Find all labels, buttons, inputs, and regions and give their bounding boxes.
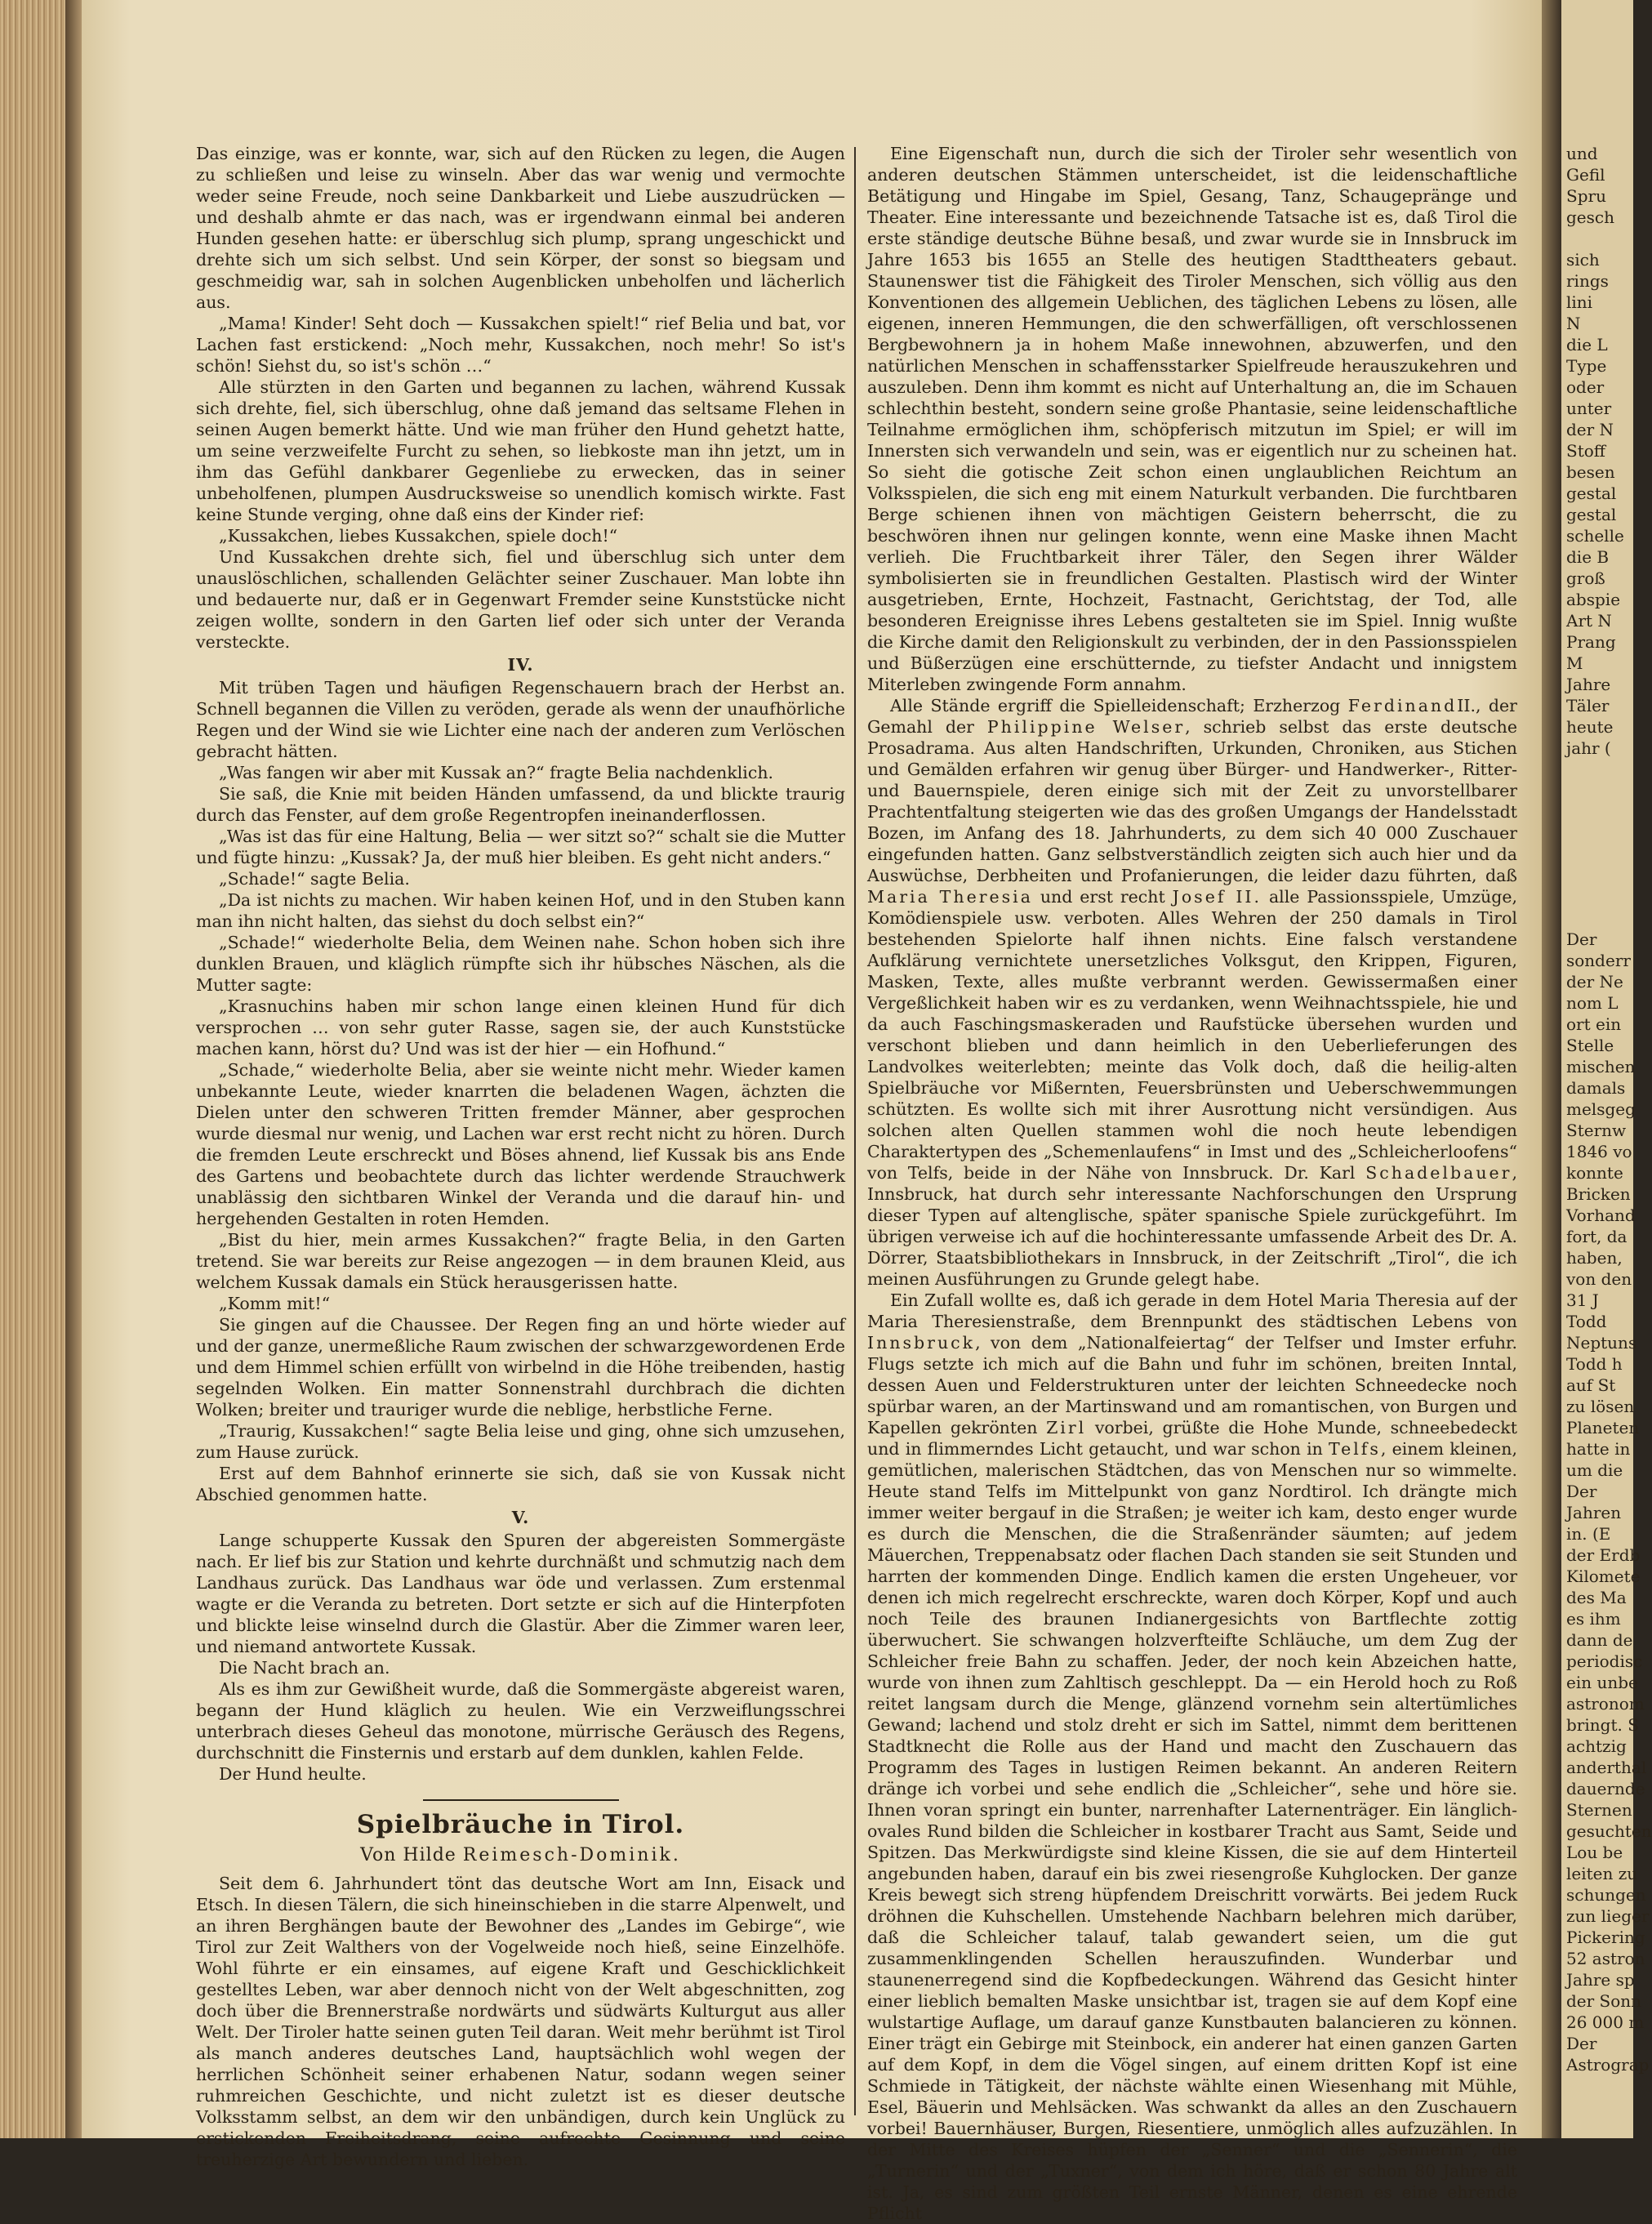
text-run: Alle Stände ergriff die Spielleidenschaft; Erzherzog [890, 696, 1341, 715]
story-paragraph: „Traurig, Kussakchen!“ sagte Belia leise und ging, ohne sich umzusehen, zum Hause zurück. [196, 1421, 845, 1462]
story-paragraph: „Schade!“ sagte Belia. [219, 869, 410, 889]
next-page-fragment: und [1566, 144, 1598, 163]
next-page-fragment: der Sonn [1566, 1991, 1642, 2011]
story-paragraph: Die Nacht brach an. [219, 1658, 390, 1678]
next-page-fragment [1566, 886, 1632, 907]
text-run: , schrieb selbst das erste deutsche Prosadrama. Aus alten Handschriften, Urkunden, Chroniken, aus Stichen und Gemälden erfahren wir genug über Bürger- und Handwerker-, Ritter- und Bauernspiele, deren einige sich mit der Zeit zu unvorstellbarer Prachtentfaltung steigerten wie das des großen Umgangs der Handelsstadt Bozen, im Anfang des 18. Jahrhunderts, zu dem sich 40 000 Zuschauer eingefunden hatten. Ganz selbstverständlich zeigten sich auch hier und da Auswüchse, Derbheiten und Profanierungen, die leider dazu führten, daß [867, 717, 1517, 885]
next-page-fragment: dauernde [1566, 1779, 1645, 1798]
story-paragraph: „Bist du hier, mein armes Kussakchen?“ fragte Belia, in den Garten tretend. Sie war bereits zur Reise angezogen — in dem braunen Kleid, aus welchem Kussak damals ein Stück herausgerissen hatte. [196, 1230, 845, 1292]
next-page-fragment: Astrograp [1566, 2055, 1650, 2075]
story-paragraph: Mit trüben Tagen und häufigen Regenschauern brach der Herbst an. Schnell begannen die Villen zu veröden, gerade als wenn der unaufhörliche Regen und der Wind sie wie Lichter eine nach der anderen zum Verlöschen gebracht hätten. [196, 678, 845, 761]
right-column [867, 143, 1517, 2224]
title-rule [423, 1799, 619, 1801]
next-page-fragment: von den [1566, 1269, 1632, 1289]
next-page-fragment: sich [1566, 250, 1600, 270]
story-paragraph: Sie saß, die Knie mit beiden Händen umfassend, da und blickte traurig durch das Fenster, auf dem große Regentropfen ineinanderflossen. [196, 784, 845, 825]
next-page-fragment [1566, 865, 1632, 886]
next-page-fragment: zun lieger [1566, 1906, 1650, 1926]
story-paragraph: Sie gingen auf die Chaussee. Der Regen fing an und hörte wieder auf und der ganze, unermeßliche Raum zwischen der schwarzgewordenen Erde und dem Himmel schien erfüllt von wirbelnd in die Höhe treibenden, hastig segelnden Wolken. Ein matter Sonnenstrahl durchbrach die dichten Wolken; breiter und trauriger wurde die neblige, herbstliche Ferne. [196, 1315, 845, 1420]
next-page-fragment: leiten zu [1566, 1864, 1638, 1883]
next-page-fragment: es ihm [1566, 1609, 1621, 1629]
article-paragraph: Seit dem 6. Jahrhundert tönt das deutsche Wort am Inn, Eisack und Etsch. In diesen Tälern, die sich hineinschieben in die starre Alpenwelt, und an ihren Berghängen baute der Bewohner des „Landes im Gebirge“, wie Tirol zur Zeit Walthers von der Vogelweide noch hieß, seine Einzelhöfe. Wohl führte er ein einsames, auf eigene Kraft und Geschicklichkeit gestelltes Leben, war aber dennoch nicht von der Welt abgeschnitten, zog doch über die Brennerstraße nordwärts und südwärts Kulturgut aus aller Welt. Der Tiroler hatte seinen guten Teil daran. Weit mehr berühmt ist Tirol als manch anderes deutsches Land, hauptsächlich wohl wegen der herrlichen Schönheit seiner erhabenen Natur, sodann wegen seiner ruhmreichen Geschichte, und nicht zuletzt ist es dieser deutsche Volksstamm selbst, an dem wir den unbändigen, durch kein Unglück zu erstickenden Freiheitsdrang, seine aufrechte Gesinnung und seine treuherzige Art bewundern und lieben. [196, 1874, 845, 2169]
next-page-fragment: Kilomete [1566, 1567, 1641, 1586]
book-binding-edges [0, 0, 65, 2138]
story-paragraph: „Mama! Kinder! Seht doch — Kussakchen spielt!“ rief Belia und bat, vor Lachen fast erstickend: „Noch mehr, Kussakchen, noch mehr! So ist's schön! Siehst du, so ist's schön …“ [196, 314, 845, 376]
next-page-fragment: fort, da [1566, 1227, 1628, 1246]
next-page-fragment: in. (E [1566, 1524, 1611, 1544]
next-page-fragment: Sternw [1566, 1121, 1627, 1140]
next-page-fragment: schelle [1566, 526, 1624, 546]
next-page-fragment: hatte in [1566, 1439, 1631, 1459]
story-paragraph: Und Kussakchen drehte sich, fiel und überschlug sich unter dem unauslöschlichen, schallenden Gelächter seiner Zuschauer. Man lobte ihn und bedauerte nur, daß er in Gegenwart Fremder seine Kunststücke nicht zeigen wollte, sondern in den Garten lief oder sich unter der Veranda versteckte. [196, 547, 845, 652]
next-page-fragment: anderthal [1566, 1758, 1647, 1777]
story-paragraph: „Was fangen wir aber mit Kussak an?“ fragte Belia nachdenklich. [219, 763, 774, 782]
next-page-fragment: des Ma [1566, 1588, 1627, 1607]
next-page-fragment: die L [1566, 335, 1608, 354]
text-run: , Innsbruck, hat durch sehr interessante Nachforschungen den Ursprung dieser Typen auf altenglische, später spanische Spiele zurückgeführt. Im übrigen verweise ich auf die hochinteressante umfassende Arbeit des Dr. A. Dörrer, Staatsbibliothekars in Innsbruck, in der Zeitschrift „Tirol“, die ich meinen Ausführungen zu Grunde gelegt habe. [867, 1163, 1517, 1289]
next-page-fragment: Lou be [1566, 1843, 1623, 1862]
next-page-fragment: 31 J [1566, 1290, 1599, 1310]
next-page-fragment: achtzig [1566, 1736, 1627, 1756]
spaced-name: Ferdinand [1347, 696, 1458, 715]
next-page-fragment: 26 000 m [1566, 2012, 1645, 2032]
next-page-fragment: sonderr [1566, 951, 1631, 970]
article-title: Spielbräuche in Tirol. [356, 1810, 685, 1839]
article-byline [196, 1843, 845, 1868]
story-paragraph: „Was ist das für eine Haltung, Belia — wer sitzt so?“ schalt sie die Mutter und fügte hinzu: „Kussak? Ja, der muß hier bleiben. Es geht nicht anders.“ [196, 827, 845, 867]
next-page-fragment [1566, 801, 1632, 822]
next-page-fragment: melsgeg [1566, 1099, 1636, 1119]
next-page-fragment: mischen [1566, 1057, 1636, 1076]
next-page-fragment: Planeten [1566, 1418, 1640, 1437]
text-run: alle Passionsspiele, Umzüge, Komödienspiele usw. verboten. Alles Wehren der 250 damals in Tirol bestehenden Spielorte half ihnen nichts. Eine falsch verstandene Aufklärung vernichtete unersetzliches Volksgut, den Krippen, Figuren, Masken, Texte, alles mußte verbrannt werden. Gewissermaßen einer Vergeßlichkeit haben wir es zu verdanken, wenn Weihnachtsspiele, hie und da auch Faschingsmaskeraden und Raufstücke übersehen wurden und verschont blieben und dann heimlich in den Ueberlieferungen des Landvolkes weiterlebten; meinte das Volk doch, daß die heilig-alten Spielbräuche vor Mißernten, Feuersbrünsten und Ueberschwemmungen schützten. Es wollte sich mit ihrer Ausrottung nicht versündigen. Aus solchen alten Quellen stammen wohl die noch heute lebendigen Charaktertypen des „Schemenlaufens“ in Imst und des „Schleicherloofens“ von Telfs, beide in der Nähe von Innsbruck. Dr. Karl [867, 887, 1517, 1183]
next-page-fragment: gesch [1566, 207, 1614, 227]
next-page-fragment [1566, 228, 1632, 249]
next-page-fragment: Jahre sp [1566, 1970, 1635, 1990]
next-page-fragment: um die [1566, 1460, 1623, 1480]
next-page-fragment: Todd [1566, 1312, 1607, 1331]
next-page-fragment: die B [1566, 547, 1610, 567]
next-page-fragment: Jahren [1566, 1503, 1622, 1522]
text-run: Ein Zufall wollte es, daß ich gerade in dem Hotel Maria Theresia auf der Maria Theresienstraße, dem Brennpunkt des städtischen Lebens von [867, 1290, 1517, 1331]
next-page-fragment [1566, 780, 1632, 801]
next-page-fragment: auf St [1566, 1375, 1616, 1395]
spaced-name: Telfs [1329, 1439, 1381, 1459]
next-page-fragment: 1846 vo [1566, 1142, 1632, 1161]
next-page-fragment: Pickering [1566, 1928, 1645, 1947]
next-page-fragment: Vorhand [1566, 1206, 1636, 1225]
next-page-fragment: besen [1566, 462, 1615, 482]
next-page-fragment: N [1566, 314, 1581, 333]
text-run: , von dem „Nationalfeiertag“ der Telfser und Imster erfuhr. Flugs setzte ich mich auf die Bahn und fuhr im schönen, breiten Inntal, dessen Auen und Felderstrukturen unter der leichten Schneedecke noch spürbar waren, an der Martinswand und am romantischen, von Burgen und Kapellen gekrönten [867, 1333, 1517, 1437]
next-page-text-fragments [1566, 143, 1652, 2075]
next-page-fragment: Type [1566, 356, 1607, 376]
next-page-fragment: rings [1566, 271, 1609, 291]
next-page-fragment: damals [1566, 1078, 1626, 1098]
text-run: , einem kleinen, gemütlichen, malerischen Städtchen, das von Menschen nur so wimmelte. Heute stand Telfs im Mittelpunkt von ganz Nordtirol. Ich drängte mich immer weiter bergauf in die Straßen; je weiter ich kam, desto enger wurde es durch die Menschen, die die Straßenränder säumten; auf jedem Mäuerchen, Treppenabsatz oder flachen Dach standen sie seit Stunden und harrten der kommenden Dinge. Endlich kamen die ersten Ungeheuer, vor denen ich mich regelrecht erschreckte, waren doch Körper, Kopf und auch noch Teile des braunen Indianergesichts von Bartflechte zottig überwuchert. Sie schwangen holzverfteifte Schläuche, um dem Zug der Schleicher freie Bahn zu schaffen. Jeder, der noch kein Abzeichen hatte, wurde von ihnen zum Zahltisch geschleppt. Da — ein Herold hoch zu Roß reitet langsam durch die Menge, glänzend vornehm sein altertümliches Gewand; lachend und stolz dreht er sich im Sattel, nimmt dem berittenen Stadtknecht die Rolle aus der Hand und macht den Zuschauern das Programm des Tages in lustigen Reimen bekannt. An anderen Reitern dränge ich vorbei und sehe endlich die „Schleicher“, sehe und höre sie. Ihnen voran springt ein bunter, narrenhafter Laternenträger. Ein länglich-ovales Rund bilden die Schleicher in kostbarer Tracht aus Samt, Seide und Spitzen. Das Merkwürdigste sind kleine Kissen, die sie auf dem Hinterteil angebunden haben, darauf ein bis zwei riesengroße Kuhglocken. Der ganze Kreis bewegt sich streng hüpfendem Dreischritt vorwärts. Bei jedem Ruck dröhnen die Kuhschellen. Umstehende Nachbarn belehren mich darüber, daß die Schleicher talauf, talab gewandert seien, um die gut zusammenklingenden Schellen herauszufinden. Wunderbar und staunenerregend sind die Kopfbedeckungen. Während das Gesicht hinter einer lieblich bemalten Maske unsichtbar ist, tragen sie auf dem Kopf eine wulstartige Auflage, um darauf ganze Kunstbauten balancieren zu können. Einer trägt ein Gebirge mit Steinbock, ein anderer hat einen ganzen Garten auf dem Kopf, in dem die Vögel singen, auf einem dritten Kopf ist eine Schmiede in Tätigkeit, der nächste wählte einen Wiesenhang mit Mühle, Esel, Bäuerin und Mehlsäcken. Was schwankt da alles an den Zuschauern vorbei! Bauernhäuser, Burgen, Riesentiere, unmöglich alles aufzuzählen. In der Mitte des Kreises hüpfen der „Senner“ und die „Sennerin“, die „Turnerin“ und der „Tuxner“, von dem ich höre, daß er schon 80 Jahre alt ist. Ja, es sind zum größten Teil ernste Männer, denen es eine ehrende Pflicht [867, 1439, 1517, 2223]
next-page-fragment: Spru [1566, 186, 1606, 206]
next-page-fragment: Prang [1566, 632, 1616, 652]
next-page-fragment: nom L [1566, 993, 1619, 1013]
story-paragraph: Alle stürzten in den Garten und begannen zu lachen, während Kussak sich drehte, fiel, sich überschlug, ohne daß jemand das seltsame Flehen in seinen Augen bemerkt hätte. Und wie man früher den Hund gehetzt hatte, um seine verzweifelte Furcht zu sehen, so liebkoste man ihn jetzt, um in ihm das Gefühl dankbarer Gegenliebe zu erwecken, das in seiner unbeholfenen, plumpen Ausdrucksweise so unendlich komisch wirkte. Fast keine Stunde verging, ohne daß eins der Kinder rief: [196, 377, 845, 524]
next-page-fragment [1566, 907, 1632, 929]
next-page-fragment: Jahre [1566, 675, 1611, 694]
next-page-fragment: Täler [1566, 696, 1610, 715]
next-page-fragment: lini [1566, 292, 1593, 312]
next-page-fragment: unter [1566, 399, 1612, 418]
story-paragraph: „Krasnuchins haben mir schon lange einen kleinen Hund für dich versprochen … von sehr guter Rasse, sagen sie, der auch Kunststücke machen kann, hörst du? Und was ist der hier — ein Hofhund.“ [196, 996, 845, 1059]
next-page-fragment: abspie [1566, 590, 1621, 609]
spaced-name: Philippine Welser [986, 717, 1186, 737]
next-page-fragment: Neptuns [1566, 1333, 1637, 1353]
next-page-fragment: zu lösen [1566, 1397, 1635, 1416]
story-paragraph: Lange schupperte Kussak den Spuren der abgereisten Sommergäste nach. Er lief bis zur Station und kehrte durchnäßt und schmutzig nach dem Landhaus zurück. Das Landhaus war öde und verlassen. Zum erstenmal wagte er die Veranda zu betreten. Dort setzte er sich auf die Hinterpfoten und blickte leise winselnd durch die Glastür. Aber die Zimmer waren leer, und niemand antwortete Kussak. [196, 1531, 845, 1656]
next-page-fragment: gestal [1566, 505, 1617, 524]
next-page-fragment: ort ein [1566, 1014, 1622, 1034]
story-paragraph: Das einzige, was er konnte, war, sich auf den Rücken zu legen, die Augen zu schließen und leise zu winseln. Aber das war wenig und vermochte weder seine Freude, noch seine Dankbarkeit und Liebe auszudrücken — und deshalb ahmte er das nach, was er irgendwann einmal bei anderen Hunden gesehen hatte: er überschlug sich plump, sprang ungeschickt und drehte sich um sich selbst. Und sein Körper, der sonst so biegsam und geschmeidig war, sah in solchen Augenblicken unbeholfen und lächerlich aus. [196, 144, 845, 312]
article-paragraph [867, 1290, 1517, 2224]
spaced-name: Josef II. [1172, 887, 1262, 907]
next-page-fragment: Art N [1566, 611, 1612, 631]
left-column [196, 143, 845, 2170]
byline-author: Reimesch-Dominik. [462, 1845, 681, 1865]
next-page-fragment: haben, [1566, 1248, 1623, 1268]
next-page-fragment: gesuchten [1566, 1821, 1652, 1841]
next-page-fragment: oder [1566, 377, 1605, 397]
next-page-fragment: astronom [1566, 1694, 1645, 1714]
story-paragraph: „Da ist nichts zu machen. Wir haben keinen Hof, und in den Stuben kann man ihn nicht halten, das siehst du doch selbst ein?“ [196, 890, 845, 931]
next-page-fragment: heute [1566, 717, 1614, 737]
next-page-fragment: gestal [1566, 484, 1617, 503]
story-paragraph: Erst auf dem Bahnhof erinnerte sie sich, daß sie von Kussak nicht Abschied genommen hatte. [196, 1464, 845, 1504]
next-page-fragment: Der [1566, 1482, 1597, 1501]
next-page-fragment [1566, 759, 1632, 780]
next-page-fragment: konnte [1566, 1163, 1623, 1183]
next-page-fragment: der Ne [1566, 972, 1623, 992]
next-page-fragment: M [1566, 653, 1583, 673]
next-page-fragment: dann de [1566, 1630, 1633, 1650]
story-paragraph: „Kussakchen, liebes Kussakchen, spiele doch!“ [219, 526, 618, 546]
next-page-fragment: Stelle [1566, 1036, 1614, 1055]
next-page-fragment: jahr ( [1566, 738, 1611, 758]
next-page-fragment: Sternen [1566, 1800, 1632, 1820]
next-page-fragment: Bricken [1566, 1184, 1631, 1204]
article-paragraph: Eine Eigenschaft nun, durch die sich der Tiroler sehr wesentlich von anderen deutschen Stämmen unterscheidet, ist die leidenschaftliche Betätigung und Hingabe im Spiel, Gesang, Tanz, Schaugepränge und Theater. Eine interessante und bezeichnende Tatsache ist es, daß Tirol die erste ständige deutsche Bühne besaß, und zwar wurde sie in Innsbruck im Jahre 1653 bis 1655 an Stelle des heutigen Stadttheaters gebaut. Staunenswer tist die Fähigkeit des Tiroler Menschen, sich völlig aus den Konventionen des allgemein Ueblichen, des täglichen Lebens zu lösen, alle eigenen, inneren Hemmungen, die den schwerfälligen, oft verschlossenen Bergbewohnern ja in hohem Maße innewohnen, abzuwerfen, und den natürlichen Menschen in schaffensstarker Spielfreude herauszukehren und auszuleben. Denn ihm kommt es nicht auf Unterhaltung an, die im Schauen schlechthin besteht, sondern seine große Phantasie, seine leidenschaftliche Teilnahme ermöglichen ihm, schöpferisch mitzutun im Spiel; er will im Innersten sich verwandeln und sein, was er eigentlich nur zu scheinen hat. So sieht die gotische Zeit schon einen unglaublichen Reichtum an Volksspielen, die sich eng mit einem Naturkult verbanden. Die furchtbaren Berge schienen ihnen von mächtigen Geistern beherrscht, die zu beschwören ihnen nur gelingen konnte, wenn eine Maske ihnen Macht verlieh. Die Fruchtbarkeit ihrer Täler, den Segen ihrer Wälder symbolisierten sie in freundlichen Gestalten. Plastisch wird der Winter ausgetrieben, Ernte, Hochzeit, Fastnacht, Gerichtstag, der Tod, alle besonderen Ereignisse ihres Lebens gestalteten sie im Spiel. Innig wußte die Kirche damit den Religionskult zu verbinden, der in den Passionsspielen und Büßerzügen eine erschütternde, zu tiefster Andacht und innigstem Miterleben zwingende Form annahm. [867, 144, 1517, 694]
binding-shadow [65, 0, 83, 2138]
text-run: II., der Gemahl der [867, 696, 1517, 737]
spaced-name: Zirl [1046, 1418, 1087, 1437]
story-paragraph: Der Hund heulte. [219, 1764, 367, 1784]
next-page-fragment: Todd h [1566, 1354, 1623, 1374]
spaced-name: Innsbruck [867, 1333, 976, 1353]
story-paragraph: Als es ihm zur Gewißheit wurde, daß die Sommergäste abgereist waren, begann der Hund kläglich zu heulen. Wie ein Verzweiflungsschrei unterbrach dieses Geheul das monotone, mürrische Geräusch des Regens, durchschnitt die Finsternis und erstarb auf dem dunklen, kahlen Felde. [196, 1679, 845, 1763]
byline-prefix: Von Hilde [360, 1845, 456, 1865]
next-page-fragment: Der [1566, 2034, 1597, 2053]
next-page-fragment: Stoff [1566, 441, 1605, 461]
section-number-iv: IV. [507, 655, 534, 675]
next-page-fragment: periodisc [1566, 1651, 1643, 1671]
text-run: vorbei, grüßte die Hohe Munde, schneebedeckt und in flimmerndes Licht getaucht, und war schon in [867, 1418, 1517, 1459]
next-page-fragment: 52 astron [1566, 1949, 1645, 1968]
story-paragraph: „Komm mit!“ [219, 1294, 331, 1313]
next-page-fragment [1566, 844, 1632, 865]
next-page-fragment: ein unbe [1566, 1673, 1638, 1692]
story-paragraph: „Schade!“ wiederholte Belia, dem Weinen nahe. Schon hoben sich ihre dunklen Brauen, und kläglich rümpfte sich ihr hübsches Näschen, als die Mutter sagte: [196, 933, 845, 995]
text-run: und erst recht [1040, 887, 1165, 907]
next-page-fragment: der N [1566, 420, 1614, 439]
spaced-name: Schadelbauer [1365, 1163, 1512, 1183]
article-paragraph [867, 695, 1517, 1290]
next-page-fragment: bringt. S [1566, 1715, 1639, 1735]
next-page-fragment: groß [1566, 568, 1605, 588]
section-number-v: V. [511, 1508, 530, 1527]
next-page-fragment: der Erdb [1566, 1545, 1641, 1565]
page-gutter [1542, 0, 1561, 2138]
spaced-name: Maria Theresia [867, 887, 1033, 907]
next-page-fragment: schungen [1566, 1885, 1646, 1905]
next-page-fragment: Gefil [1566, 165, 1605, 185]
story-paragraph: „Schade,“ wiederholte Belia, aber sie weinte nicht mehr. Wieder kamen unbekannte Leute, wieder knarrten die beladenen Wagen, ächzten die Dielen unter den schweren Tritten fremder Männer, aber gesprochen wurde diesmal nur wenig, und Lachen war erst recht nicht zu hören. Durch die fremden Leute erschreckt und Böses ahnend, lief Kussak bis ans Ende des Gartens und beobachtete durch das lichter werdende Strauchwerk unablässig den sichtbaren Winkel der Veranda und die darauf hin- und hergehenden Gestalten in roten Hemden. [196, 1060, 845, 1228]
column-divider [854, 147, 856, 2115]
next-page-fragment: Der [1566, 929, 1597, 949]
next-page-fragment [1566, 822, 1632, 844]
